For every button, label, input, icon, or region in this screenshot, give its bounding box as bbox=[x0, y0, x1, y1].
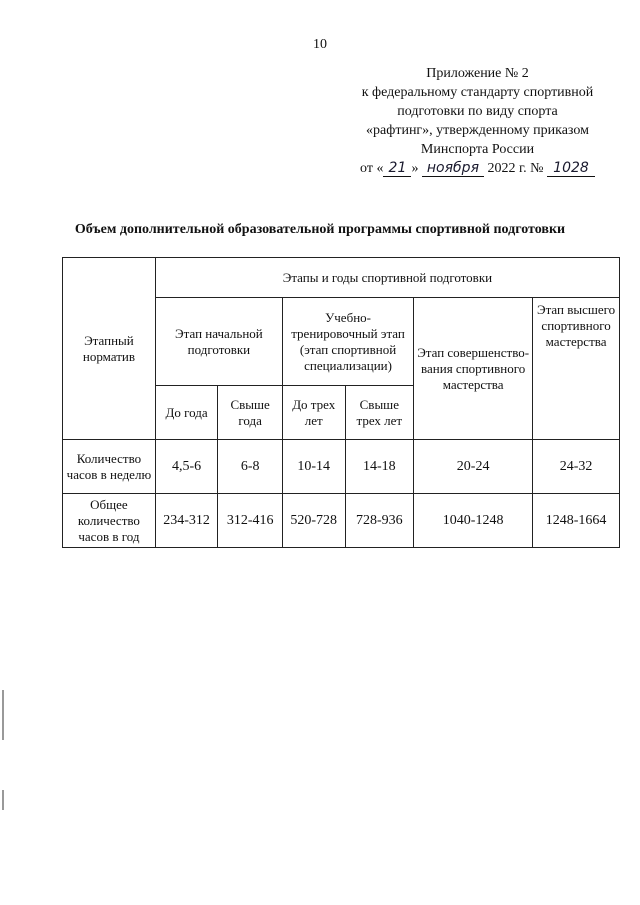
table-cell: 20-24 bbox=[414, 440, 533, 494]
table-row bbox=[63, 494, 620, 548]
annex-block bbox=[340, 64, 615, 178]
table-cell: 234-312 bbox=[155, 494, 218, 548]
sub-over-three: Свыше трех лет bbox=[345, 386, 414, 440]
stage-higher-header: Этап высшего спортивного мастерства bbox=[533, 298, 620, 440]
table-cell: 312-416 bbox=[218, 494, 283, 548]
sub-up-to-year: До года bbox=[155, 386, 218, 440]
table-header-row bbox=[63, 258, 620, 298]
scan-edge-mark bbox=[2, 790, 4, 810]
table-cell: 6-8 bbox=[218, 440, 283, 494]
handwritten-day: 21 bbox=[383, 161, 411, 177]
table-cell: 14-18 bbox=[345, 440, 414, 494]
table-cell: 24-32 bbox=[533, 440, 620, 494]
sub-up-to-three: До трех лет bbox=[282, 386, 345, 440]
handwritten-order-number: 1028 bbox=[547, 161, 595, 177]
annex-line: Минспорта России bbox=[420, 142, 535, 157]
scan-edge-mark bbox=[2, 690, 4, 740]
table-cell: 520-728 bbox=[282, 494, 345, 548]
table-cell: 4,5-6 bbox=[155, 440, 218, 494]
annex-line: подготовки по виду спорта bbox=[397, 104, 558, 119]
stage-improvement-header: Этап совершенство-вания спортивного мастерства bbox=[414, 298, 533, 440]
annex-line: к федеральному стандарту спортивной bbox=[361, 85, 594, 100]
stages-header: Этапы и годы спортивной подготовки bbox=[155, 258, 619, 298]
program-volume-table bbox=[62, 257, 620, 548]
stage-training-header: Учебно-тренировочный этап (этап спортивной специализации) bbox=[282, 298, 413, 386]
order-from-label: от « bbox=[360, 161, 384, 176]
sub-over-year: Свыше года bbox=[218, 386, 283, 440]
annex-line: Приложение № 2 bbox=[426, 66, 529, 81]
table-cell: 1040-1248 bbox=[414, 494, 533, 548]
order-year-label: 2022 г. № bbox=[487, 161, 544, 176]
stage-initial-header: Этап начальной подготовки bbox=[155, 298, 282, 386]
norm-header: Этапный норматив bbox=[63, 258, 156, 440]
table-cell: 10-14 bbox=[282, 440, 345, 494]
handwritten-month: ноября bbox=[422, 161, 484, 177]
table-row bbox=[63, 440, 620, 494]
table-cell: 728-936 bbox=[345, 494, 414, 548]
quote-close: » bbox=[411, 161, 419, 176]
order-date-line bbox=[340, 159, 615, 178]
row-label: Количество часов в неделю bbox=[63, 440, 156, 494]
row-label: Общее количество часов в год bbox=[63, 494, 156, 548]
annex-line: «рафтинг», утвержденному приказом bbox=[366, 123, 589, 138]
page-number: 10 bbox=[313, 37, 327, 52]
table-cell: 1248-1664 bbox=[533, 494, 620, 548]
document-title: Объем дополнительной образовательной программы спортивной подготовки bbox=[74, 222, 566, 237]
